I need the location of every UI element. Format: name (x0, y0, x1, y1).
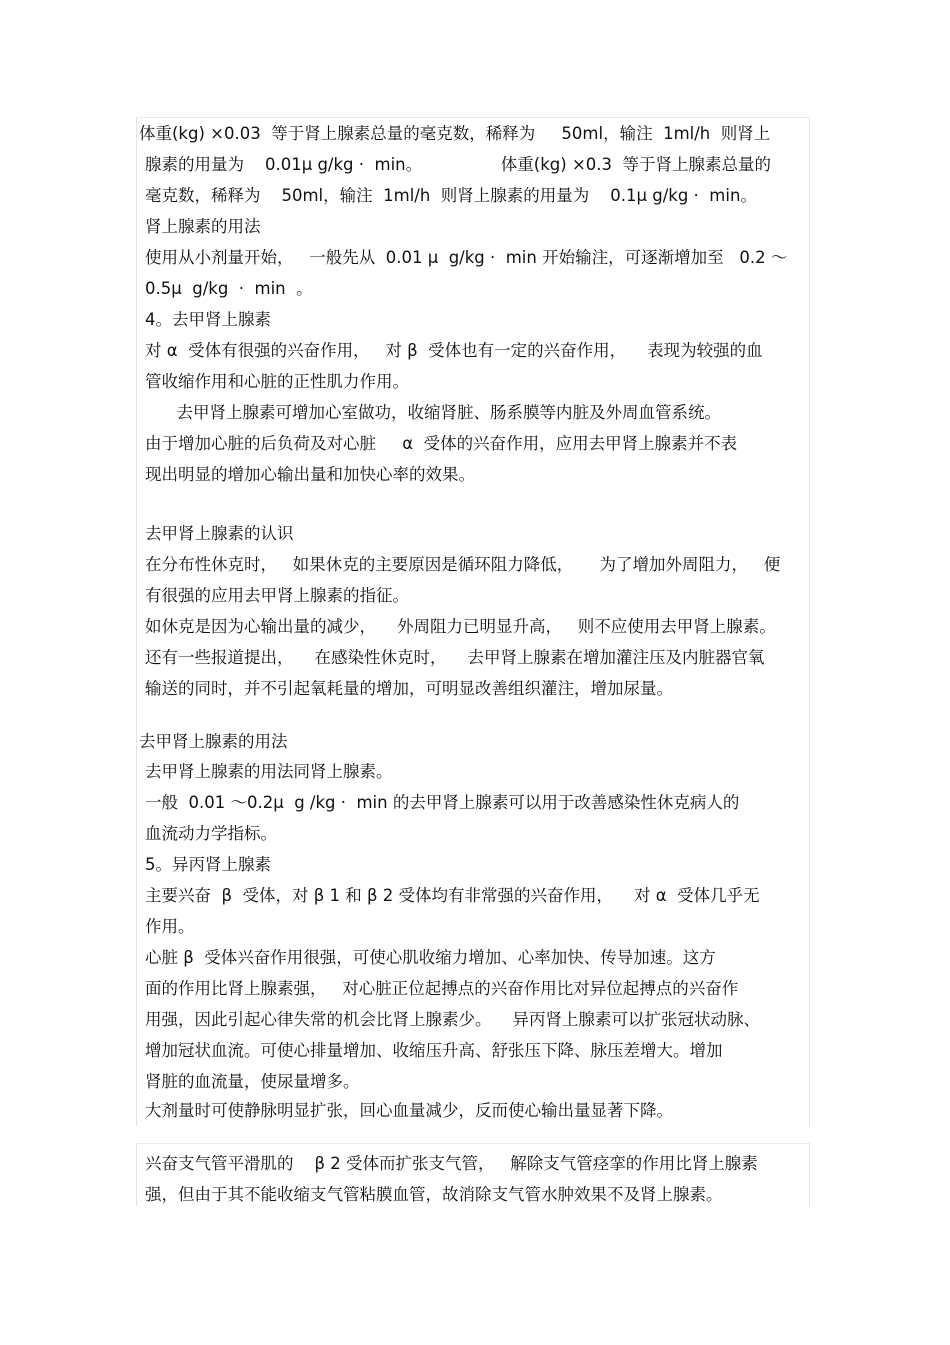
text-line: 强，但由于其不能收缩支气管粘膜血管，故消除支气管水肿效果不及肾上腺素。 (145, 1185, 723, 1204)
text-line: 主要兴奋 β 受体，对 β 1 和 β 2 受体均有非常强的兴奋作用， 对 α 受体几乎无 (145, 886, 760, 905)
text-line: 由于增加心脏的后负荷及对心脏 α 受体的兴奋作用，应用去甲肾上腺素并不表 (145, 434, 738, 453)
text-line: 增加冠状血流。可使心排量增加、收缩压升高、舒张压下降、脉压差增大。增加 (145, 1041, 723, 1060)
text-line: 在分布性休克时， 如果休克的主要原因是循环阻力降低， 为了增加外周阻力， 便 (145, 555, 781, 574)
text-line: 还有一些报道提出， 在感染性休克时， 去甲肾上腺素在增加灌注压及内脏器官氧 (145, 648, 765, 667)
text-line: 有很强的应用去甲肾上腺素的指征。 (145, 586, 409, 605)
text-line: 用强，因此引起心律失常的机会比肾上腺素少。 异丙肾上腺素可以扩张冠状动脉、 (145, 1010, 760, 1029)
text-line: 现出明显的增加心输出量和加快心率的效果。 (145, 465, 475, 484)
section-heading: 肾上腺素的用法 (145, 217, 261, 236)
text-line: 管收缩作用和心脏的正性肌力作用。 (145, 372, 409, 391)
text-line: 大剂量时可使静脉明显扩张，回心血量减少，反而使心输出量显著下降。 (145, 1101, 673, 1120)
text-line: 血流动力学指标。 (145, 824, 277, 843)
text-line: 去甲肾上腺素的用法同肾上腺素。 (145, 762, 393, 781)
section-heading: 5。异丙肾上腺素 (145, 855, 271, 874)
text-line: 去甲肾上腺素可增加心室做功，收缩肾脏、肠系膜等内脏及外周血管系统。 (145, 403, 721, 422)
text-line: 对 α 受体有很强的兴奋作用， 对 β 受体也有一定的兴奋作用， 表现为较强的血 (145, 341, 763, 360)
text-line: 体重(kg) ×0.03 等于肾上腺素总量的毫克数，稀释为 50ml，输注 1ml/h 则肾上 (139, 124, 771, 143)
text-line: 兴奋支气管平滑肌的 β 2 受体而扩张支气管， 解除支气管痉挛的作用比肾上腺素 (145, 1154, 758, 1173)
text-line: 腺素的用量为 0.01μ g/kg · min。 体重(kg) ×0.3 等于肾上腺素总量的 (145, 155, 771, 174)
text-line: 心脏 β 受体兴奋作用很强，可使心肌收缩力增加、心率加快、传导加速。这方 (145, 948, 716, 967)
text-line: 输送的同时，并不引起氧耗量的增加，可明显改善组织灌注，增加尿量。 (145, 679, 673, 698)
text-line: 使用从小剂量开始， 一般先从 0.01 μ g/kg · min 开始输注，可逐渐增加至 0.2 ～ (145, 248, 788, 267)
text-line: 0.5μ g/kg · min 。 (145, 279, 313, 298)
section-heading: 去甲肾上腺素的认识 (145, 524, 294, 543)
section-heading: 4。去甲肾上腺素 (145, 310, 271, 329)
text-line: 一般 0.01 ～0.2μ g /kg · min 的去甲肾上腺素可以用于改善感染性休克病人的 (145, 793, 740, 812)
text-line: 肾脏的血流量，使尿量增多。 (145, 1072, 360, 1091)
text-line: 毫克数，稀释为 50ml，输注 1ml/h 则肾上腺素的用量为 0.1μ g/kg · min。 (145, 186, 757, 205)
text-line: 作用。 (145, 917, 195, 936)
text-line: 面的作用比肾上腺素强， 对心脏正位起搏点的兴奋作用比对异位起搏点的兴奋作 (145, 979, 739, 998)
section-heading: 去甲肾上腺素的用法 (139, 732, 288, 751)
text-line: 如休克是因为心输出量的减少， 外周阻力已明显升高， 则不应使用去甲肾上腺素。 (145, 617, 776, 636)
